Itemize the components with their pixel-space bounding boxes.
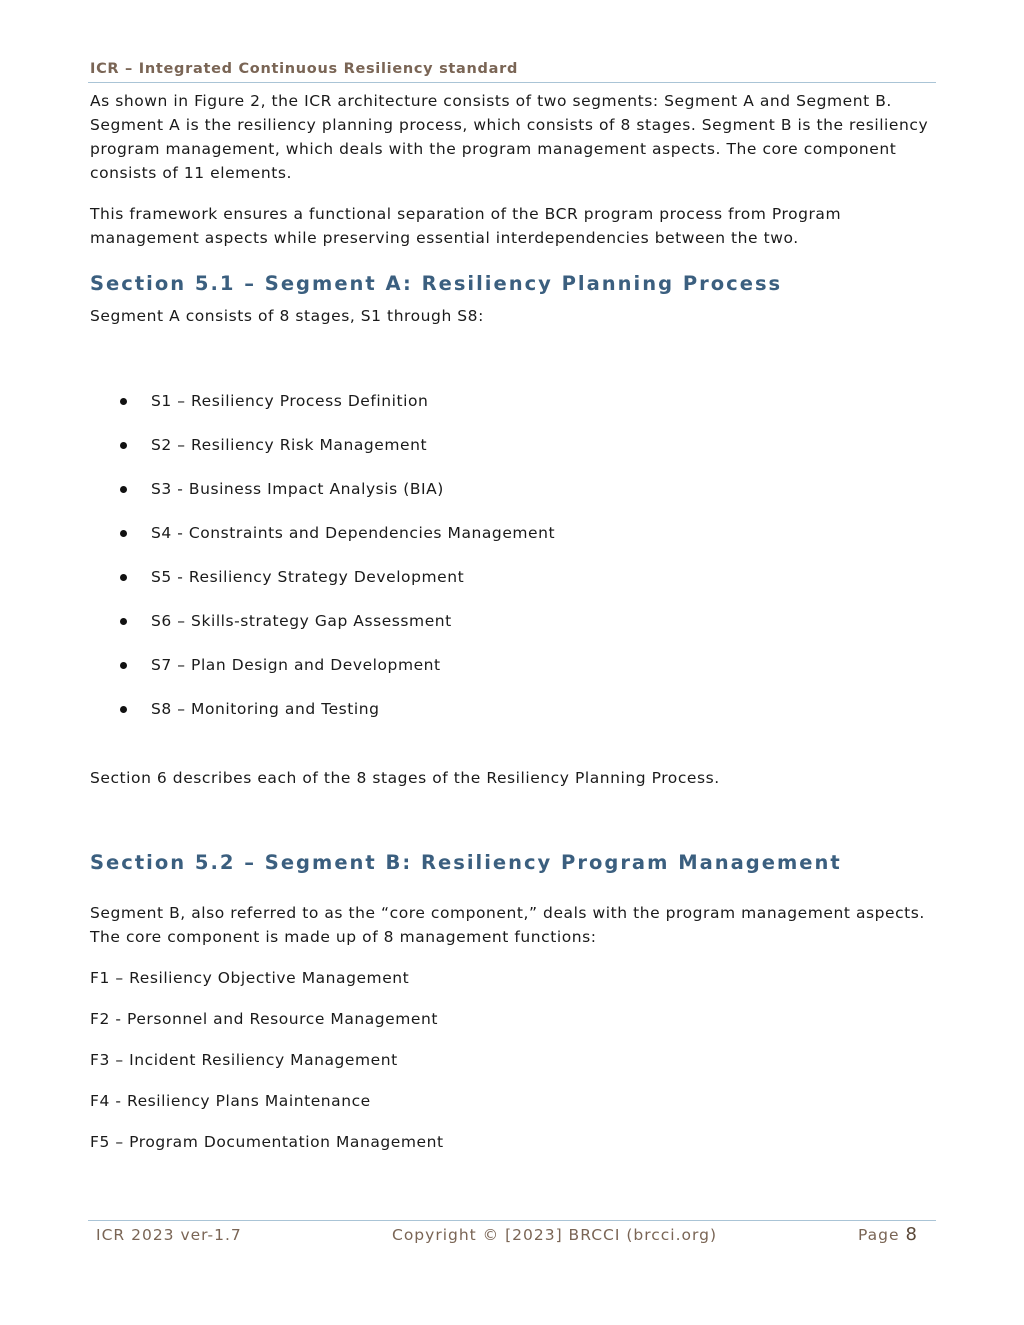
- stage-label: S6 – Skills-strategy Gap Assessment: [151, 612, 452, 630]
- page-body: [90, 89, 936, 1171]
- list-item: [90, 521, 936, 565]
- bullet-icon: [120, 618, 127, 625]
- stage-list: [90, 389, 936, 741]
- footer-page-number: [858, 1224, 918, 1246]
- list-item: F4 - Resiliency Plans Maintenance: [90, 1092, 371, 1110]
- list-item: [90, 389, 936, 433]
- bullet-icon: [120, 398, 127, 405]
- footer-version: ICR 2023 ver-1.7: [96, 1226, 242, 1244]
- function-list: [90, 966, 936, 1154]
- intro-paragraph-1: As shown in Figure 2, the ICR architecture consists of two segments: Segment A and Segment B. Segment A is the resiliency planning process, which consists of 8 stages. Segment B is the resiliency program management, which deals with the program management aspects. The core component consists of 11 elements.: [90, 92, 929, 182]
- footer-divider: [88, 1220, 936, 1221]
- stage-label: S4 - Constraints and Dependencies Management: [151, 524, 556, 542]
- list-item: [90, 609, 936, 653]
- list-item: [90, 433, 936, 477]
- stage-label: S3 - Business Impact Analysis (BIA): [151, 480, 444, 498]
- page-number: 8: [905, 1224, 918, 1245]
- bullet-icon: [120, 530, 127, 537]
- bullet-icon: [120, 662, 127, 669]
- intro-paragraph-2: This framework ensures a functional separation of the BCR program process from Program management aspects while preserving essential interdependencies between the two.: [90, 205, 842, 247]
- list-item: [90, 565, 936, 609]
- stage-label: S2 – Resiliency Risk Management: [151, 436, 428, 454]
- list-item: F1 – Resiliency Objective Management: [90, 969, 410, 987]
- bullet-icon: [120, 442, 127, 449]
- page-label: Page: [858, 1226, 900, 1244]
- bullet-icon: [120, 706, 127, 713]
- bullet-icon: [120, 574, 127, 581]
- bullet-icon: [120, 486, 127, 493]
- list-item: [90, 697, 936, 741]
- section-5-2-lead: Segment B, also referred to as the “core component,” deals with the program management aspects. The core component is made up of 8 management functions:: [90, 904, 925, 946]
- stage-label: S5 - Resiliency Strategy Development: [151, 568, 465, 586]
- stage-label: S8 – Monitoring and Testing: [151, 700, 380, 718]
- list-item: [90, 477, 936, 521]
- section-5-1-closing: Section 6 describes each of the 8 stages of the Resiliency Planning Process.: [90, 769, 720, 787]
- stage-label: S7 – Plan Design and Development: [151, 656, 441, 674]
- header-divider: [88, 82, 936, 83]
- section-5-1-lead: Segment A consists of 8 stages, S1 through S8:: [90, 307, 484, 325]
- section-5-1-heading: Section 5.1 – Segment A: Resiliency Planning Process: [90, 272, 783, 295]
- list-item: [90, 653, 936, 697]
- list-item: F2 - Personnel and Resource Management: [90, 1010, 439, 1028]
- running-header: ICR – Integrated Continuous Resiliency standard: [90, 61, 519, 77]
- footer-copyright: Copyright © [2023] BRCCI (brcci.org): [392, 1226, 717, 1244]
- list-item: F3 – Incident Resiliency Management: [90, 1051, 398, 1069]
- stage-label: S1 – Resiliency Process Definition: [151, 392, 429, 410]
- list-item: F5 – Program Documentation Management: [90, 1133, 444, 1151]
- section-5-2-heading: Section 5.2 – Segment B: Resiliency Program Management: [90, 851, 842, 874]
